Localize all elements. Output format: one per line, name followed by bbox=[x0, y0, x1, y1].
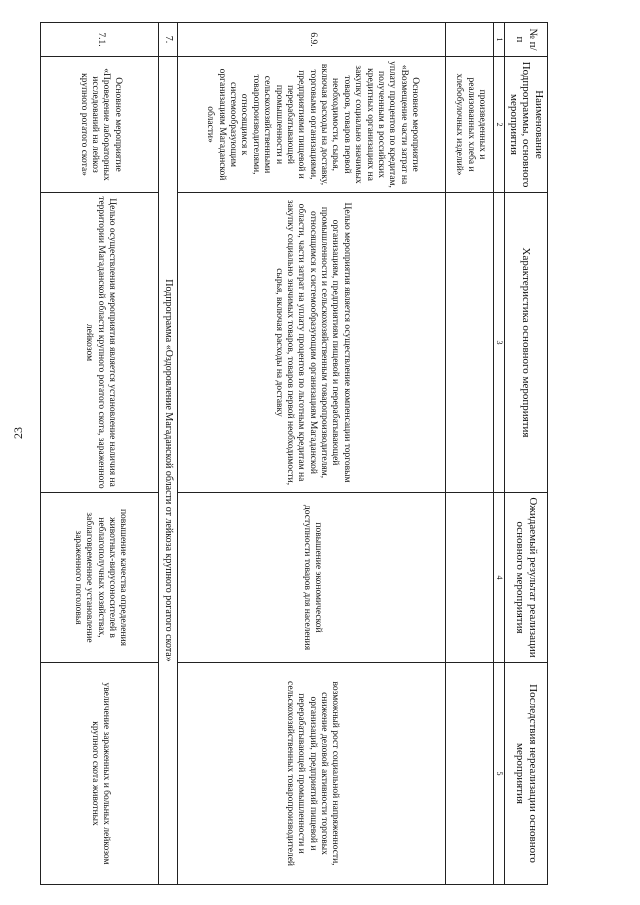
header-name: Наименование Подпрограммы, основного мероприятия bbox=[505, 57, 548, 193]
subprogram-num: 7. bbox=[159, 23, 178, 57]
col-number: 3 bbox=[494, 193, 505, 493]
row-description bbox=[446, 193, 494, 493]
row-description: Целью мероприятия является осуществление компенсации торговым организациям, предприятиям пищевой и перерабатывающей промышленности и сельскохозяйственным товаропроизводителям, относящимся к системообразующим организациям Магаданской области, части затрат на уплату процентов по льготным кредитам на закупку социально значимых товаров, товаров первой необходимости, сырья, включая расходы на доставку bbox=[178, 193, 446, 493]
row-consequence: возможный рост социальной напряженности, снижение деловой активности торговых организаций, предприятий пищевой и перерабатывающей промышленности и сельскохозяйственных товаропроизводителей bbox=[178, 663, 446, 885]
measures-table bbox=[40, 22, 548, 885]
column-number-row bbox=[494, 23, 505, 885]
row-result: повышение качества определения животных-вирусоносителей в неблагополучных хозяйствах, заблаговременное установление зараженного поголовья bbox=[41, 493, 159, 663]
row-num: 6.9. bbox=[178, 23, 446, 57]
col-number: 2 bbox=[494, 57, 505, 193]
row-consequence: увеличение зараженных и больных лейкозом крупного скота животных bbox=[41, 663, 159, 885]
row-description: Целью осуществления мероприятия является установление наличия на территории Магаданской области крупного рогатого скота, зараженного лейкозом bbox=[41, 193, 159, 493]
table-row-7-1 bbox=[41, 23, 159, 885]
col-number: 5 bbox=[494, 663, 505, 885]
header-num: № п/п bbox=[505, 23, 548, 57]
row-result: повышение экономической доступности товаров для населения bbox=[178, 493, 446, 663]
header-description: Характеристика основного мероприятия bbox=[505, 193, 548, 493]
subprogram-row bbox=[159, 23, 178, 885]
header-row bbox=[505, 23, 548, 885]
page-number: 23 bbox=[11, 427, 25, 439]
row-name: Основное мероприятие «Проведение лабораторных исследований на лейкоз крупного рогатого скота» bbox=[41, 57, 159, 193]
header-consequence: Последствия нереализации основного мероприятия bbox=[505, 663, 548, 885]
row-consequence bbox=[446, 663, 494, 885]
header-result: Ожидаемый результат реализации основного мероприятия bbox=[505, 493, 548, 663]
col-number: 4 bbox=[494, 493, 505, 663]
row-result bbox=[446, 493, 494, 663]
row-name: произведенных и реализованных хлеба и хлебобулочных изделий» bbox=[446, 57, 494, 193]
table-row-6-9 bbox=[178, 23, 446, 885]
subprogram-title: Подпрограмма «Оздоровление Магаданской области от лейкоза крупного рогатого скота» bbox=[159, 57, 178, 885]
table-row-continued bbox=[446, 23, 494, 885]
row-num bbox=[446, 23, 494, 57]
row-name: Основное мероприятие «Возмещение части затрат на уплату процентов по кредитам, полученным в российских кредитных организациях на закупку социально значимых товаров, товаров первой необходимости, сырья, включая расходы на доставку, торговыми организациями, предприятиями пищевой и перерабатывающей промышленности и сельскохозяйственными товаропроизводителями, относящимся к системообразующим организациям Магаданской области» bbox=[178, 57, 446, 193]
row-num: 7.1. bbox=[41, 23, 159, 57]
col-number: 1 bbox=[494, 23, 505, 57]
